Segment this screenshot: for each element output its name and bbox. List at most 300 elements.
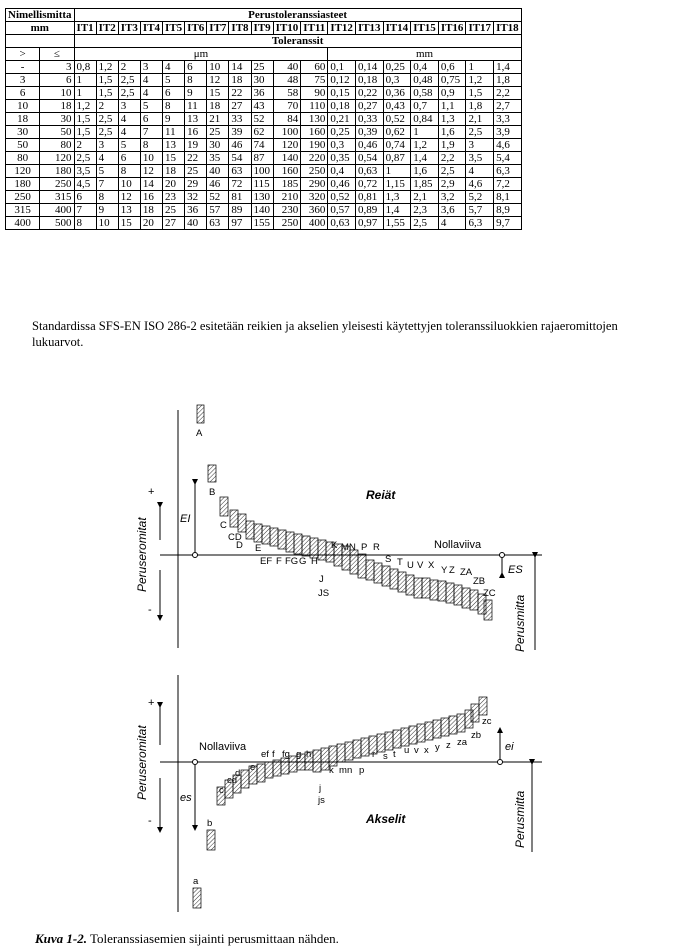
table-cell: 140 (273, 152, 301, 165)
table-cell: 3,5 (466, 152, 494, 165)
hole-position-label: Z (449, 565, 455, 576)
grade-header: IT3 (118, 22, 140, 35)
table-cell: 360 (301, 204, 328, 217)
hole-tolerance-bar (208, 465, 216, 482)
shaft-position-label: p (359, 765, 365, 776)
table-cell: 0,46 (328, 178, 356, 191)
table-cell: 0,39 (355, 126, 383, 139)
table-cell: 210 (273, 191, 301, 204)
table-cell: 130 (251, 191, 273, 204)
holes-ei-label: EI (180, 513, 191, 525)
table-cell: 0,36 (383, 87, 411, 100)
table-cell: 3,5 (74, 165, 96, 178)
table-cell: 3,6 (438, 204, 466, 217)
hole-tolerance-bar (430, 580, 438, 600)
shaft-position-label: cd (227, 775, 238, 786)
table-cell: 62 (251, 126, 273, 139)
table-cell: 7 (74, 204, 96, 217)
table-cell: 46 (229, 139, 251, 152)
table-cell: 1,85 (411, 178, 439, 191)
shaft-position-label: fg (282, 749, 290, 760)
grade-header: IT7 (207, 22, 229, 35)
table-cell: 290 (301, 178, 328, 191)
table-cell: 1,55 (383, 217, 411, 230)
table-cell: 1,2 (466, 74, 494, 87)
hole-tolerance-bar (470, 590, 478, 610)
table-cell: 32 (185, 191, 207, 204)
holes-diagram (135, 405, 542, 652)
table-cell: 19 (185, 139, 207, 152)
table-cell: 230 (273, 204, 301, 217)
body-paragraph: Standardissa SFS-EN ISO 286-2 esitetään reikien ja akselien yleisesti käytettyjen toleranssiluokkien rajaeromittojen lukuarvot. (32, 319, 618, 349)
holes-es-label: ES (508, 564, 523, 576)
table-cell: 5 (140, 100, 162, 113)
shaft-tolerance-bar (433, 720, 441, 738)
hole-position-label: E (255, 543, 262, 554)
table-cell: 0,81 (355, 191, 383, 204)
table-cell: 14 (229, 61, 251, 74)
table-cell: 3,2 (438, 191, 466, 204)
shaft-position-label: m (339, 765, 347, 776)
table-cell: 0,58 (411, 87, 439, 100)
shaft-tolerance-bar (345, 742, 353, 760)
table-cell: 0,4 (411, 61, 439, 74)
table-cell: 400 (40, 204, 74, 217)
hole-position-label: B (209, 487, 216, 498)
table-cell: 0,74 (383, 139, 411, 152)
table-cell: 160 (273, 165, 301, 178)
shaft-position-label: zc (482, 716, 492, 727)
shaft-tolerance-bar (441, 718, 449, 736)
grade-header: IT2 (96, 22, 118, 35)
table-cell: 0,22 (355, 87, 383, 100)
table-cell: 18 (40, 100, 74, 113)
table-cell: 6 (118, 152, 140, 165)
holes-plus: + (148, 486, 155, 498)
table-cell: 130 (301, 113, 328, 126)
hole-tolerance-bar (262, 526, 270, 544)
table-cell: 1 (74, 87, 96, 100)
holes-right-axis-label: Perusmitta (513, 594, 527, 652)
shafts-diagram (135, 675, 542, 912)
table-cell: 2,2 (438, 152, 466, 165)
shaft-position-label: a (193, 876, 199, 887)
hole-position-label: FG (285, 556, 299, 567)
hole-position-label: V (417, 560, 424, 571)
table-cell: 3 (96, 139, 118, 152)
table-cell: 10 (40, 87, 74, 100)
table-cell: 0,54 (355, 152, 383, 165)
shaft-tolerance-bar (193, 888, 201, 908)
hole-position-label: T (397, 557, 403, 568)
table-cell: 10 (6, 100, 40, 113)
table-cell: 18 (229, 74, 251, 87)
shaft-position-label: z (446, 740, 451, 751)
table-cell: 3 (6, 74, 40, 87)
table-cell: 27 (229, 100, 251, 113)
table-cell: 6 (74, 191, 96, 204)
hole-position-label: G (299, 556, 307, 567)
shaft-tolerance-bar (241, 770, 249, 788)
table-cell: 3,3 (494, 113, 522, 126)
shaft-tolerance-bar (361, 738, 369, 756)
table-cell: 18 (6, 113, 40, 126)
holes-y-axis-label: Peruseromitat (135, 517, 149, 592)
table-cell: 1,3 (383, 191, 411, 204)
table-cell: 50 (6, 139, 40, 152)
table-cell: 4 (118, 113, 140, 126)
shafts-ei-label: ei (505, 741, 514, 753)
table-cell: 80 (6, 152, 40, 165)
table-cell: 2,5 (118, 74, 140, 87)
grade-header: IT18 (494, 22, 522, 35)
table-cell: 50 (40, 126, 74, 139)
table-cell: 2,7 (494, 100, 522, 113)
hole-tolerance-bar (366, 560, 374, 580)
table-cell: 0,46 (355, 139, 383, 152)
table-cell: 120 (40, 152, 74, 165)
table-cell: 8,1 (494, 191, 522, 204)
table-cell: 0,97 (355, 217, 383, 230)
table-cell: 5 (118, 139, 140, 152)
table-cell: 4,6 (466, 178, 494, 191)
table-cell: 2,5 (96, 113, 118, 126)
hole-tolerance-bar (238, 514, 246, 532)
table-cell: 48 (273, 74, 301, 87)
hole-tolerance-bar (438, 581, 446, 601)
table-cell: 60 (301, 61, 328, 74)
table-cell: 39 (229, 126, 251, 139)
table-cell: 155 (251, 217, 273, 230)
table-cell: 3 (118, 100, 140, 113)
table-cell: 190 (301, 139, 328, 152)
table-cell: 8 (185, 74, 207, 87)
shafts-title: Akselit (366, 812, 406, 826)
grade-header: IT15 (411, 22, 439, 35)
table-cell: 18 (207, 100, 229, 113)
table-cell: 0,18 (328, 100, 356, 113)
table-cell: 1 (383, 165, 411, 178)
table-cell: 400 (6, 217, 40, 230)
table-cell: 74 (251, 139, 273, 152)
table-cell: 54 (229, 152, 251, 165)
table-cell: 57 (207, 204, 229, 217)
table-cell: 0,18 (355, 74, 383, 87)
nominal-size-unit: mm (6, 22, 75, 35)
shaft-position-label: e (250, 762, 256, 773)
table-cell: 3,9 (494, 126, 522, 139)
table-cell: 2,1 (411, 191, 439, 204)
shaft-position-label: c (219, 785, 224, 796)
table-cell: 0,52 (328, 191, 356, 204)
table-cell: 18 (163, 165, 185, 178)
table-cell: 7 (96, 178, 118, 191)
table-cell: 0,4 (328, 165, 356, 178)
table-cell: 30 (6, 126, 40, 139)
table-cell: 0,25 (383, 61, 411, 74)
table-cell: 35 (207, 152, 229, 165)
table-cell: 6 (185, 61, 207, 74)
table-cell: 11 (185, 100, 207, 113)
shaft-position-label: y (435, 742, 440, 753)
table-cell: 6 (6, 87, 40, 100)
table-cell: 13 (163, 139, 185, 152)
table-cell: 0,57 (328, 204, 356, 217)
table-cell: 10 (118, 178, 140, 191)
table-cell: 0,12 (328, 74, 356, 87)
table-cell: 180 (6, 178, 40, 191)
table-cell: 315 (40, 191, 74, 204)
table-cell: 25 (207, 126, 229, 139)
table-cell: 18 (140, 204, 162, 217)
hole-tolerance-bar (318, 540, 326, 560)
hole-position-label: ZC (483, 588, 496, 599)
table-cell: 27 (163, 217, 185, 230)
table-cell: 10 (96, 217, 118, 230)
hole-position-label: D (236, 540, 243, 551)
shaft-position-label: b (207, 818, 213, 829)
hole-position-label: R (373, 542, 380, 553)
shaft-tolerance-bar (479, 697, 487, 715)
table-cell: 180 (40, 165, 74, 178)
table-cell: 0,21 (328, 113, 356, 126)
shaft-tolerance-bar (313, 750, 321, 772)
table-cell: 0,62 (383, 126, 411, 139)
shaft-tolerance-bar (329, 746, 337, 766)
hole-position-label: EF (260, 556, 273, 567)
table-cell: 1,3 (438, 113, 466, 126)
hole-tolerance-bar (254, 524, 262, 542)
table-cell: 70 (273, 100, 301, 113)
table-cell: 20 (163, 178, 185, 191)
hole-position-label: CD (228, 532, 242, 543)
shaft-position-label: s (383, 751, 388, 762)
table-cell: 40 (185, 217, 207, 230)
table-cell: 2,1 (466, 113, 494, 126)
hole-position-label: M (341, 542, 349, 553)
table-cell: 120 (273, 139, 301, 152)
table-cell: 250 (40, 178, 74, 191)
table-cell: 0,63 (355, 165, 383, 178)
table-cell: 16 (140, 191, 162, 204)
table-cell: 36 (251, 87, 273, 100)
table-cell: 22 (185, 152, 207, 165)
table-cell: 320 (301, 191, 328, 204)
table-cell: 0,89 (355, 204, 383, 217)
table-cell: 1,4 (383, 204, 411, 217)
shaft-position-label: u (404, 745, 410, 756)
shaft-tolerance-bar (281, 758, 289, 774)
table-cell: 43 (251, 100, 273, 113)
table-cell: 81 (229, 191, 251, 204)
table-cell: 0,48 (411, 74, 439, 87)
table-cell: 6,3 (466, 217, 494, 230)
table-cell: 1 (411, 126, 439, 139)
grade-header: IT16 (438, 22, 466, 35)
table-cell: 250 (273, 217, 301, 230)
table-cell: 2,5 (74, 152, 96, 165)
table-cell: 5 (163, 74, 185, 87)
table-cell: 6 (40, 74, 74, 87)
hole-tolerance-bar (350, 550, 358, 574)
shaft-position-label: j (319, 783, 322, 794)
table-cell: 4 (466, 165, 494, 178)
table-cell: 1,6 (438, 126, 466, 139)
shaft-tolerance-bar (377, 734, 385, 752)
table-cell: 315 (6, 204, 40, 217)
hole-tolerance-bar (278, 530, 286, 549)
shafts-es-label: es (180, 792, 192, 804)
grade-header: IT4 (140, 22, 162, 35)
table-cell: 400 (301, 217, 328, 230)
shaft-position-label: x (424, 745, 429, 756)
table-cell: 0,15 (328, 87, 356, 100)
table-cell: 1,8 (494, 74, 522, 87)
table-cell: 1,5 (96, 74, 118, 87)
table-cell: 7,2 (494, 178, 522, 191)
shaft-tolerance-bar (393, 730, 401, 748)
grade-header: IT9 (251, 22, 273, 35)
table-cell: 1,6 (411, 165, 439, 178)
hole-position-label: S (385, 554, 392, 565)
table-cell: 2,3 (411, 204, 439, 217)
table-cell: - (6, 61, 40, 74)
hole-tolerance-bar (374, 563, 382, 583)
table-cell: 40 (273, 61, 301, 74)
table-cell: 46 (207, 178, 229, 191)
hole-tolerance-bar (398, 572, 406, 592)
unit-um: μm (74, 48, 328, 61)
holes-title: Reiät (366, 488, 396, 502)
table-cell: 1,4 (494, 61, 522, 74)
table-cell: 20 (140, 217, 162, 230)
table-cell: 4 (118, 126, 140, 139)
table-cell: 29 (185, 178, 207, 191)
table-cell: 100 (251, 165, 273, 178)
shafts-zero-line: Nollaviiva (199, 741, 247, 753)
table-cell: 1,9 (438, 139, 466, 152)
shaft-tolerance-bar (425, 722, 433, 740)
holes-zero-line: Nollaviiva (434, 539, 482, 551)
table-cell: 0,33 (355, 113, 383, 126)
hole-position-label: J (319, 574, 324, 585)
shaft-tolerance-bar (401, 728, 409, 746)
table-cell: 36 (185, 204, 207, 217)
table-cell: 13 (118, 204, 140, 217)
table-cell: 2,2 (494, 87, 522, 100)
table-cell: 5,7 (466, 204, 494, 217)
shafts-right-axis-label: Perusmitta (513, 790, 527, 848)
table-cell: 1,5 (96, 87, 118, 100)
shaft-tolerance-bar (321, 748, 329, 770)
grade-header: IT5 (163, 22, 185, 35)
table-cell: 1,2 (96, 61, 118, 74)
table-cell: 0,8 (74, 61, 96, 74)
table-cell: 58 (273, 87, 301, 100)
table-cell: 0,43 (383, 100, 411, 113)
table-cell: 5 (96, 165, 118, 178)
table-cell: 0,3 (383, 74, 411, 87)
hole-position-label: JS (318, 588, 330, 599)
shaft-tolerance-bar (353, 740, 361, 758)
table-cell: 2,5 (466, 126, 494, 139)
table-cell: 63 (229, 165, 251, 178)
hole-position-label: X (428, 560, 435, 571)
table-cell: 2 (96, 100, 118, 113)
table-cell: 12 (140, 165, 162, 178)
table-cell: 185 (273, 178, 301, 191)
table-cell: 3 (140, 61, 162, 74)
hole-position-label: A (196, 428, 203, 439)
shaft-tolerance-bar (207, 830, 215, 850)
table-cell: 8 (96, 191, 118, 204)
shaft-position-label: v (414, 745, 419, 756)
table-cell: 1,8 (466, 100, 494, 113)
shaft-tolerance-bar (409, 726, 417, 744)
table-cell: 3 (40, 61, 74, 74)
hole-tolerance-bar (462, 588, 470, 608)
hole-position-label: Y (441, 565, 448, 576)
shaft-tolerance-bar (265, 762, 273, 778)
table-cell: 15 (118, 217, 140, 230)
grade-header: IT11 (301, 22, 328, 35)
table-cell: 1 (466, 61, 494, 74)
shaft-position-label: g (296, 749, 302, 760)
grade-header: IT6 (185, 22, 207, 35)
table-cell: 72 (229, 178, 251, 191)
hole-position-label: P (361, 542, 368, 553)
table-cell: 14 (140, 178, 162, 191)
table-cell: 0,7 (411, 100, 439, 113)
shaft-position-label: t (393, 749, 396, 760)
table-cell: 84 (273, 113, 301, 126)
table-cell: 0,9 (438, 87, 466, 100)
table-cell: 6 (140, 113, 162, 126)
hole-position-label: ZB (473, 576, 486, 587)
shaft-position-label: za (457, 737, 468, 748)
table-cell: 23 (163, 191, 185, 204)
shafts-y-axis-label: Peruseromitat (135, 725, 149, 800)
table-cell: 0,3 (328, 139, 356, 152)
shaft-tolerance-bar (337, 744, 345, 762)
table-cell: 2,5 (438, 165, 466, 178)
table-cell: 12 (207, 74, 229, 87)
table-cell: 6,3 (494, 165, 522, 178)
table-cell: 2,5 (118, 87, 140, 100)
unit-mm: mm (328, 48, 521, 61)
hole-tolerance-bar (220, 497, 228, 516)
table-cell: 10 (140, 152, 162, 165)
hole-position-label: H (311, 556, 318, 567)
holes-minus: - (148, 604, 152, 616)
shafts-minus: - (148, 815, 152, 827)
shaft-position-label: d (235, 768, 241, 779)
hole-tolerance-bar (382, 566, 390, 586)
grade-header: IT14 (383, 22, 411, 35)
hole-position-label: K (331, 540, 338, 551)
hole-tolerance-bar (358, 554, 366, 578)
shaft-position-label: f (272, 749, 275, 760)
hole-position-label: F (276, 556, 282, 567)
table-cell: 52 (207, 191, 229, 204)
table-cell: 2 (118, 61, 140, 74)
table-cell: 1,1 (438, 100, 466, 113)
table-cell: 9,7 (494, 217, 522, 230)
table-cell: 160 (301, 126, 328, 139)
table-cell: 4 (140, 74, 162, 87)
grade-header: IT17 (466, 22, 494, 35)
hole-tolerance-bar (294, 534, 302, 554)
